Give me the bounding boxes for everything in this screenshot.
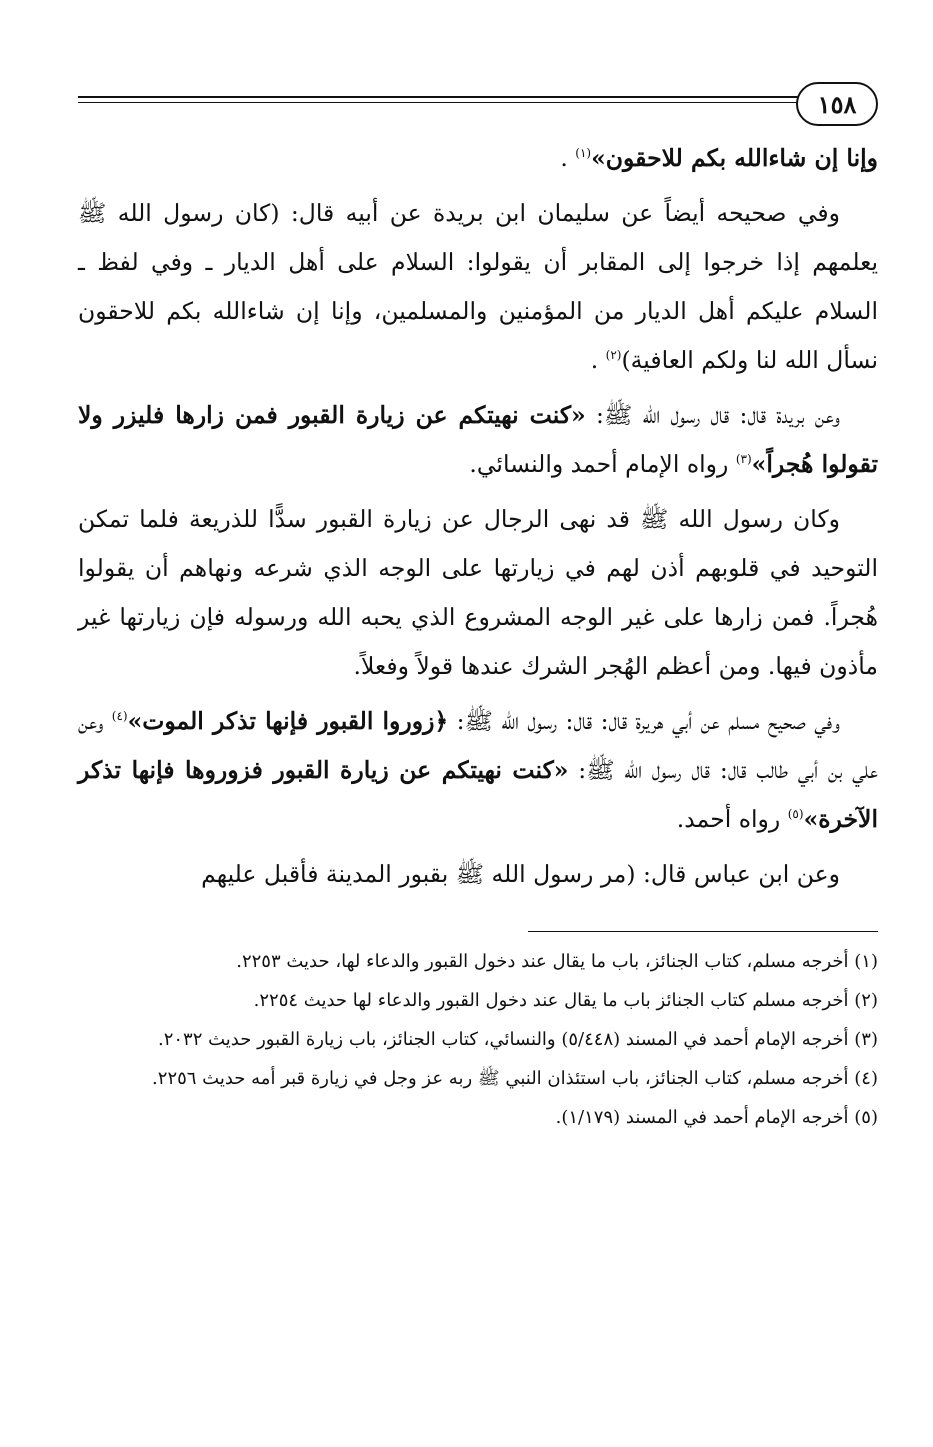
text-segment: وكان رسول الله ﷺ قد نهى الرجال عن زيارة القبور سدًّا للذريعة فلما تمكن التوحيد في قلوبهم أذن لهم في زيارتها على الوجه الذي شرعه ونهاهم أن يقولوا هُجراً. فمن زارها على غير الوجه المشروع الذي يحبه الله ورسوله فإن زيارتها غير مأذون فيها. ومن أعظم الهُجر الشرك عندها قولاً وفعلاً. — [78, 505, 878, 680]
hadith-quote: «كنت نهيتكم عن زيارة القبور فمن زارها فليزر ولا تقولوا هُجراً» — [78, 401, 878, 478]
page-header — [78, 82, 878, 134]
book-page — [78, 82, 878, 1382]
main-text — [78, 134, 878, 899]
footnote-marker: (٣) — [735, 452, 752, 467]
page-number: ١٥٨ — [796, 82, 878, 126]
paragraph — [78, 495, 878, 691]
paragraph — [78, 189, 878, 385]
footnotes — [78, 944, 878, 1135]
footnote: (١) أخرجه مسلم، كتاب الجنائز، باب ما يقال عند دخول القبور والدعاء لها، حديث ٢٢٥٣. — [236, 951, 878, 972]
hadith-quote: ﴿زوروا القبور فإنها تذكر الموت» — [127, 707, 449, 735]
hadith-quote: «كنت نهيتكم عن زيارة القبور فزوروها فإنها تذكر الآخرة» — [78, 756, 878, 833]
footnote: (٣) أخرجه الإمام أحمد في المسند (٥/٤٤٨) والنسائي، كتاب الجنائز، باب زيارة القبور حديث ٢٠٣٢. — [157, 1029, 878, 1050]
paragraph — [78, 134, 878, 183]
text-segment: وعن علي بن أبي طالب قال: قال رسول الله ﷺ: — [78, 707, 878, 784]
text-segment: رواه أحمد. — [676, 805, 788, 833]
footnote-marker: (١) — [575, 146, 592, 161]
footnote-separator — [528, 931, 878, 932]
text-segment: رواه الإمام أحمد والنسائي. — [469, 450, 736, 478]
text-segment: . — [560, 144, 576, 172]
text-segment: وفي صحيح مسلم عن أبي هريرة قال: قال: رسول الله ﷺ: — [448, 707, 840, 735]
paragraph — [78, 697, 878, 844]
footnote: (٢) أخرجه مسلم كتاب الجنائز باب ما يقال عند دخول القبور والدعاء لها حديث ٢٢٥٤. — [253, 990, 878, 1011]
paragraph — [78, 850, 878, 899]
footnote: (٤) أخرجه مسلم، كتاب الجنائز، باب استئذان النبي ﷺ ربه عز وجل في زيارة قبر أمه حديث ٢٢٥٦. — [152, 1068, 878, 1089]
footnote-marker: (٢) — [605, 348, 622, 363]
hadith-quote: وإنا إن شاءالله بكم للاحقون» — [591, 144, 878, 172]
footnote-marker: (٥) — [787, 807, 804, 822]
text-segment: . — [590, 346, 606, 374]
text-segment: وعن بريدة قال: قال رسول الله ﷺ: — [585, 401, 840, 429]
paragraph — [78, 391, 878, 489]
text-segment: وفي صحيحه أيضاً عن سليمان ابن بريدة عن أبيه قال: (كان رسول الله ﷺ يعلمهم إذا خرجوا إلى المقابر أن يقولوا: السلام على أهل الديار ـ وفي لفظ ـ السلام عليكم أهل الديار من المؤمنين والمسلمين، وإنا إن شاءالله بكم للاحقون نسأل الله لنا ولكم العافية) — [78, 199, 878, 374]
footnote-marker: (٤) — [111, 709, 128, 724]
header-rule — [78, 96, 802, 103]
text-segment: وعن ابن عباس قال: (مر رسول الله ﷺ بقبور المدينة فأقبل عليهم — [201, 860, 840, 888]
footnote: (٥) أخرجه الإمام أحمد في المسند (١/١٧٩). — [555, 1107, 878, 1128]
